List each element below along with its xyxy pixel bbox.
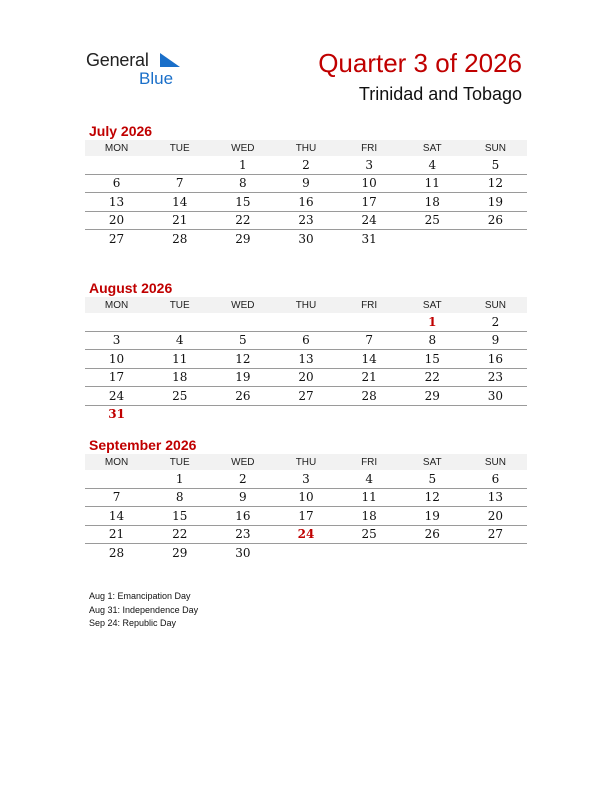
day-cell: 30 bbox=[235, 545, 251, 560]
calendar-grid bbox=[85, 140, 527, 248]
generalblue-logo bbox=[86, 50, 196, 90]
empty-cell bbox=[464, 544, 527, 562]
day-cell: 7 bbox=[85, 488, 148, 507]
day-cell: 12 bbox=[401, 488, 464, 507]
day-cell: 16 bbox=[211, 507, 274, 526]
day-cell: 17 bbox=[85, 368, 148, 387]
day-cell: 19 bbox=[211, 368, 274, 387]
day-cell: 24 bbox=[274, 525, 337, 544]
day-cell: 15 bbox=[148, 507, 211, 526]
weekday-header: WED bbox=[211, 454, 274, 470]
day-cell: 3 bbox=[338, 156, 401, 174]
week-row bbox=[85, 313, 527, 331]
day-cell: 13 bbox=[464, 488, 527, 507]
day-cell: 21 bbox=[338, 368, 401, 387]
weekday-header: FRI bbox=[338, 454, 401, 470]
day-cell: 9 bbox=[211, 488, 274, 507]
day-cell: 22 bbox=[211, 211, 274, 230]
weekday-header: MON bbox=[85, 297, 148, 313]
holiday-item: Aug 31: Independence Day bbox=[89, 604, 199, 615]
empty-cell bbox=[338, 544, 401, 562]
day-cell: 20 bbox=[274, 368, 337, 387]
day-cell: 11 bbox=[338, 488, 401, 507]
weekday-header: WED bbox=[211, 140, 274, 156]
day-cell: 4 bbox=[148, 331, 211, 350]
weekday-header: TUE bbox=[148, 454, 211, 470]
empty-cell bbox=[274, 405, 337, 423]
day-cell: 19 bbox=[401, 507, 464, 526]
week-row bbox=[85, 387, 527, 406]
weekday-header: THU bbox=[274, 454, 337, 470]
empty-cell bbox=[148, 156, 211, 174]
day-cell: 3 bbox=[85, 331, 148, 350]
empty-cell bbox=[211, 405, 274, 423]
day-cell: 8 bbox=[148, 488, 211, 507]
day-cell: 8 bbox=[401, 331, 464, 350]
week-row bbox=[85, 350, 527, 369]
day-cell: 26 bbox=[464, 211, 527, 230]
weekday-header: SAT bbox=[401, 297, 464, 313]
day-cell: 1 bbox=[211, 156, 274, 174]
empty-cell bbox=[401, 544, 464, 562]
day-cell: 10 bbox=[274, 488, 337, 507]
day-cell: 18 bbox=[338, 507, 401, 526]
calendar-grid bbox=[85, 297, 527, 423]
day-cell: 29 bbox=[401, 387, 464, 406]
day-cell: 12 bbox=[211, 350, 274, 369]
day-cell: 10 bbox=[338, 174, 401, 193]
holiday-list bbox=[89, 590, 198, 631]
empty-cell bbox=[338, 313, 401, 331]
empty-cell bbox=[148, 313, 211, 331]
day-cell: 11 bbox=[148, 350, 211, 369]
day-cell: 28 bbox=[172, 231, 188, 246]
weekday-header: SAT bbox=[401, 454, 464, 470]
empty-cell bbox=[338, 405, 401, 423]
day-cell: 26 bbox=[401, 525, 464, 544]
day-cell: 28 bbox=[338, 387, 401, 406]
day-cell: 1 bbox=[148, 470, 211, 488]
day-cell: 8 bbox=[211, 174, 274, 193]
day-cell: 20 bbox=[464, 507, 527, 526]
empty-cell bbox=[464, 230, 527, 248]
day-cell: 4 bbox=[338, 470, 401, 488]
weekday-header: THU bbox=[274, 140, 337, 156]
week-row bbox=[85, 507, 527, 526]
weekday-header: SAT bbox=[401, 140, 464, 156]
day-cell: 23 bbox=[274, 211, 337, 230]
day-cell: 31 bbox=[108, 407, 125, 422]
day-cell: 12 bbox=[464, 174, 527, 193]
month-title: September 2026 bbox=[89, 437, 197, 453]
day-cell: 31 bbox=[361, 231, 377, 246]
day-cell: 5 bbox=[401, 470, 464, 488]
empty-cell bbox=[274, 544, 337, 562]
day-cell: 21 bbox=[85, 525, 148, 544]
day-cell: 26 bbox=[211, 387, 274, 406]
week-row bbox=[85, 405, 527, 423]
day-cell: 25 bbox=[148, 387, 211, 406]
day-cell: 28 bbox=[108, 545, 125, 560]
week-row bbox=[85, 211, 527, 230]
week-row bbox=[85, 470, 527, 488]
empty-cell bbox=[401, 230, 464, 248]
day-cell: 13 bbox=[85, 193, 148, 212]
logo-general-text: General bbox=[86, 50, 149, 70]
day-cell: 30 bbox=[298, 231, 314, 246]
day-cell: 13 bbox=[274, 350, 337, 369]
logo-blue-text: Blue bbox=[139, 69, 174, 88]
day-cell: 15 bbox=[401, 350, 464, 369]
week-row bbox=[85, 174, 527, 193]
day-cell: 5 bbox=[211, 331, 274, 350]
day-cell: 1 bbox=[401, 313, 464, 331]
weekday-header: SUN bbox=[464, 454, 527, 470]
day-cell: 25 bbox=[338, 525, 401, 544]
day-cell: 27 bbox=[108, 231, 125, 246]
day-cell: 29 bbox=[172, 545, 188, 560]
day-cell: 9 bbox=[464, 331, 527, 350]
day-cell: 16 bbox=[274, 193, 337, 212]
day-cell: 24 bbox=[85, 387, 148, 406]
day-cell: 3 bbox=[274, 470, 337, 488]
weekday-header: SUN bbox=[464, 140, 527, 156]
week-row bbox=[85, 368, 527, 387]
day-cell: 14 bbox=[148, 193, 211, 212]
day-cell: 7 bbox=[148, 174, 211, 193]
day-cell: 10 bbox=[85, 350, 148, 369]
day-cell: 17 bbox=[338, 193, 401, 212]
day-cell: 11 bbox=[401, 174, 464, 193]
empty-cell bbox=[85, 156, 148, 174]
weekday-header: MON bbox=[85, 454, 148, 470]
day-cell: 19 bbox=[464, 193, 527, 212]
day-cell: 25 bbox=[401, 211, 464, 230]
weekday-header: WED bbox=[211, 297, 274, 313]
month-title: August 2026 bbox=[89, 280, 173, 296]
empty-cell bbox=[148, 405, 211, 423]
logo-flag-icon bbox=[158, 53, 180, 69]
day-cell: 30 bbox=[464, 387, 527, 406]
day-cell: 2 bbox=[464, 313, 527, 331]
week-row bbox=[85, 230, 527, 248]
day-cell: 18 bbox=[148, 368, 211, 387]
day-cell: 6 bbox=[274, 331, 337, 350]
weekday-header: MON bbox=[85, 140, 148, 156]
holiday-item: Sep 24: Republic Day bbox=[89, 618, 177, 628]
day-cell: 15 bbox=[211, 193, 274, 212]
weekday-header: TUE bbox=[148, 140, 211, 156]
empty-cell bbox=[464, 405, 527, 423]
day-cell: 7 bbox=[338, 331, 401, 350]
day-cell: 27 bbox=[464, 525, 527, 544]
month-september bbox=[85, 436, 527, 562]
weekday-header: FRI bbox=[338, 140, 401, 156]
weekday-header: SUN bbox=[464, 297, 527, 313]
week-row bbox=[85, 544, 527, 562]
week-row bbox=[85, 193, 527, 212]
day-cell: 2 bbox=[211, 470, 274, 488]
week-row bbox=[85, 525, 527, 544]
page-title: Quarter 3 of 2026 bbox=[318, 48, 522, 78]
day-cell: 14 bbox=[338, 350, 401, 369]
day-cell: 22 bbox=[401, 368, 464, 387]
empty-cell bbox=[401, 405, 464, 423]
month-august bbox=[85, 279, 527, 423]
empty-cell bbox=[274, 313, 337, 331]
month-title: July 2026 bbox=[89, 123, 153, 139]
day-cell: 18 bbox=[401, 193, 464, 212]
calendar-grid bbox=[85, 454, 527, 562]
weekday-header: TUE bbox=[148, 297, 211, 313]
day-cell: 27 bbox=[274, 387, 337, 406]
day-cell: 22 bbox=[148, 525, 211, 544]
day-cell: 9 bbox=[274, 174, 337, 193]
day-cell: 20 bbox=[85, 211, 148, 230]
holiday-item: Aug 1: Emancipation Day bbox=[89, 591, 191, 601]
day-cell: 5 bbox=[464, 156, 527, 174]
empty-cell bbox=[211, 313, 274, 331]
empty-cell bbox=[85, 470, 148, 488]
week-row bbox=[85, 156, 527, 174]
day-cell: 29 bbox=[235, 231, 251, 246]
week-row bbox=[85, 331, 527, 350]
country-name: Trinidad and Tobago bbox=[358, 84, 522, 104]
day-cell: 6 bbox=[85, 174, 148, 193]
month-july bbox=[85, 122, 527, 248]
day-cell: 24 bbox=[338, 211, 401, 230]
day-cell: 23 bbox=[464, 368, 527, 387]
empty-cell bbox=[85, 313, 148, 331]
day-cell: 6 bbox=[464, 470, 527, 488]
day-cell: 16 bbox=[464, 350, 527, 369]
weekday-header: THU bbox=[274, 297, 337, 313]
day-cell: 21 bbox=[148, 211, 211, 230]
day-cell: 2 bbox=[274, 156, 337, 174]
weekday-header: FRI bbox=[338, 297, 401, 313]
week-row bbox=[85, 488, 527, 507]
day-cell: 4 bbox=[401, 156, 464, 174]
day-cell: 14 bbox=[85, 507, 148, 526]
day-cell: 17 bbox=[274, 507, 337, 526]
day-cell: 23 bbox=[211, 525, 274, 544]
